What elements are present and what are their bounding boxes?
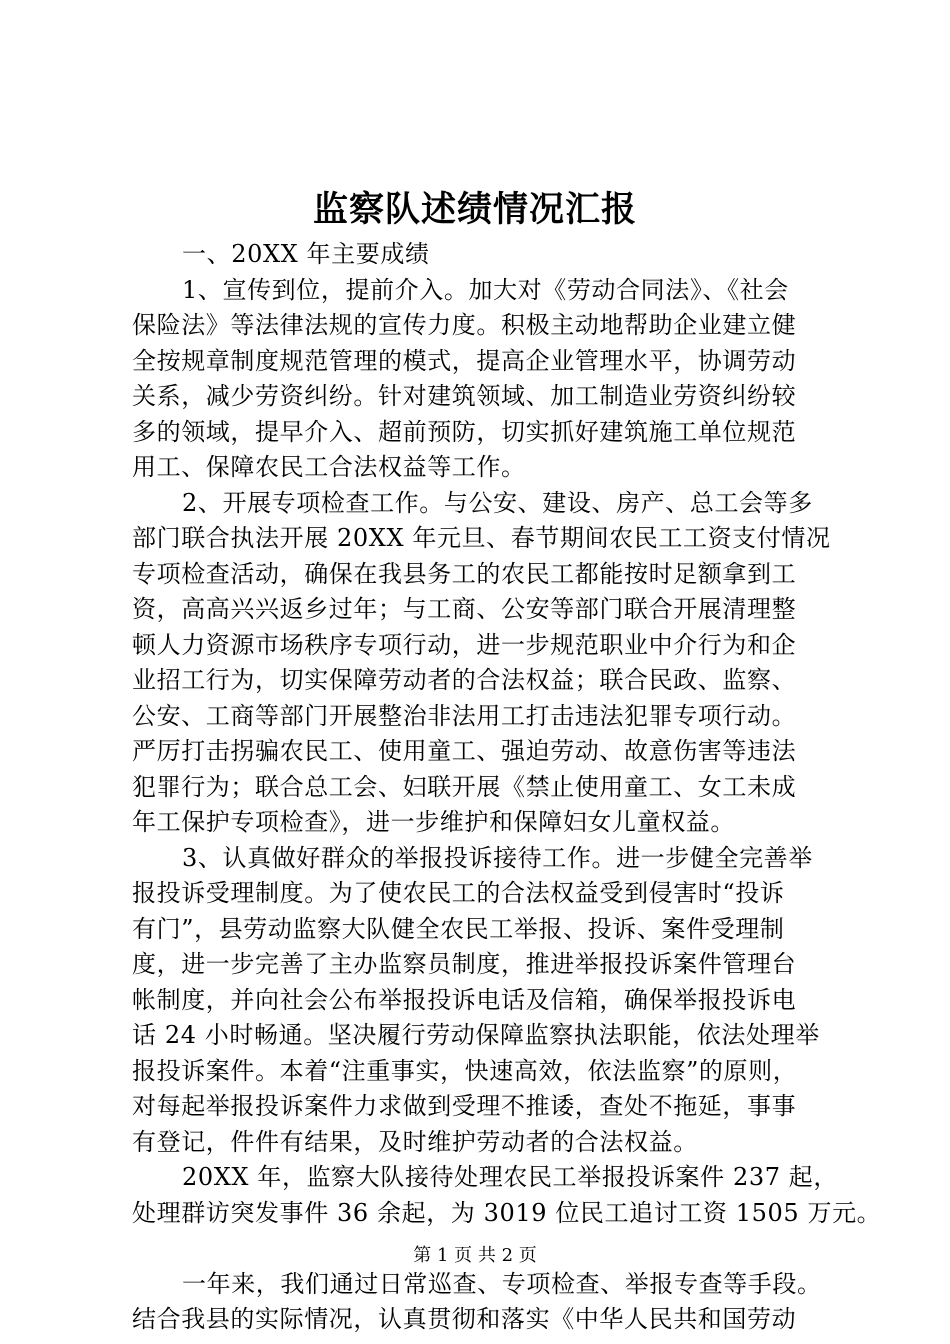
text-line: 严厉打击拐骗农民工、使用童工、强迫劳动、故意伤害等违法 bbox=[132, 737, 797, 765]
text-line: 保险法》等法律法规的宣传力度。积极主动地帮助企业建立健 bbox=[132, 311, 797, 339]
text-line: 3、认真做好群众的举报投诉接待工作。进一步健全完善举 bbox=[182, 843, 813, 872]
text-line: 一年来，我们通过日常巡查、专项检查、举报专查等手段。 bbox=[182, 1269, 822, 1298]
document-body bbox=[132, 237, 882, 1338]
text-line: 报投诉案件。本着“注重事实，快速高效，依法监察”的原则， bbox=[132, 1056, 798, 1085]
page-footer: 第 1 页 共 2 页 bbox=[413, 1245, 537, 1266]
text-line: 1、宣传到位，提前介入。加大对《劳动合同法》、《社会 bbox=[182, 275, 789, 304]
text-line: 年工保护专项检查》，进一步维护和保障妇女儿童权益。 bbox=[132, 808, 735, 836]
text-line: 处理群访突发事件 36 余起，为 3019 位民工追讨工资 1505 万元。 bbox=[132, 1198, 882, 1227]
text-line: 多的领域，提早介入、超前预防，切实抓好建筑施工单位规范 bbox=[132, 417, 797, 446]
text-line: 犯罪行为；联合总工会、妇联开展《禁止使用童工、女工未成 bbox=[132, 772, 797, 801]
text-line: 业招工行为，切实保障劳动者的合法权益；联合民政、监察、 bbox=[132, 666, 797, 694]
text-line: 顿人力资源市场秩序专项行动，进一步规范职业中介行为和企 bbox=[132, 630, 797, 659]
document-title: 监察队述绩情况汇报 bbox=[312, 189, 637, 230]
text-line: 关系，减少劳资纠纷。针对建筑领域、加工制造业劳资纠纷较 bbox=[132, 382, 797, 410]
text-line: 对每起举报投诉案件力求做到受理不推诿，查处不拖延，事事 bbox=[132, 1092, 797, 1120]
text-line: 有门”，县劳动监察大队健全农民工举报、投诉、案件受理制 bbox=[132, 914, 785, 943]
text-line: 2、开展专项检查工作。与公安、建设、房产、总工会等多 bbox=[182, 488, 813, 517]
text-line: 度，进一步完善了主办监察员制度，推进举报投诉案件管理台 bbox=[132, 950, 797, 978]
text-line: 有登记，件件有结果，及时维护劳动者的合法权益。 bbox=[132, 1127, 698, 1156]
text-line: 20XX 年，监察大队接待处理农民工举报投诉案件 237 起， bbox=[182, 1163, 839, 1191]
text-line: 专项检查活动，确保在我县务工的农民工都能按时足额拿到工 bbox=[132, 559, 797, 588]
text-line: 用工、保障农民工合法权益等工作。 bbox=[132, 453, 526, 481]
text-line: 一、20XX 年主要成绩 bbox=[182, 240, 430, 268]
text-line: 结合我县的实际情况，认真贯彻和落实《中华人民共和国劳动 bbox=[132, 1305, 797, 1333]
text-line: 话 24 小时畅通。坚决履行劳动保障监察执法职能，依法处理举 bbox=[132, 1021, 820, 1049]
text-line: 部门联合执法开展 20XX 年元旦、春节期间农民工工资支付情况 bbox=[132, 524, 831, 552]
text-line: 公安、工商等部门开展整治非法用工打击违法犯罪专项行动。 bbox=[132, 701, 797, 730]
text-line: 全按规章制度规范管理的模式，提高企业管理水平，协调劳动 bbox=[132, 346, 797, 375]
text-line: 帐制度，并向社会公布举报投诉电话及信箱，确保举报投诉电 bbox=[132, 985, 797, 1014]
text-line: 资，高高兴兴返乡过年；与工商、公安等部门联合开展清理整 bbox=[132, 595, 797, 623]
text-line: 报投诉受理制度。为了使农民工的合法权益受到侵害时“投诉 bbox=[132, 879, 785, 907]
